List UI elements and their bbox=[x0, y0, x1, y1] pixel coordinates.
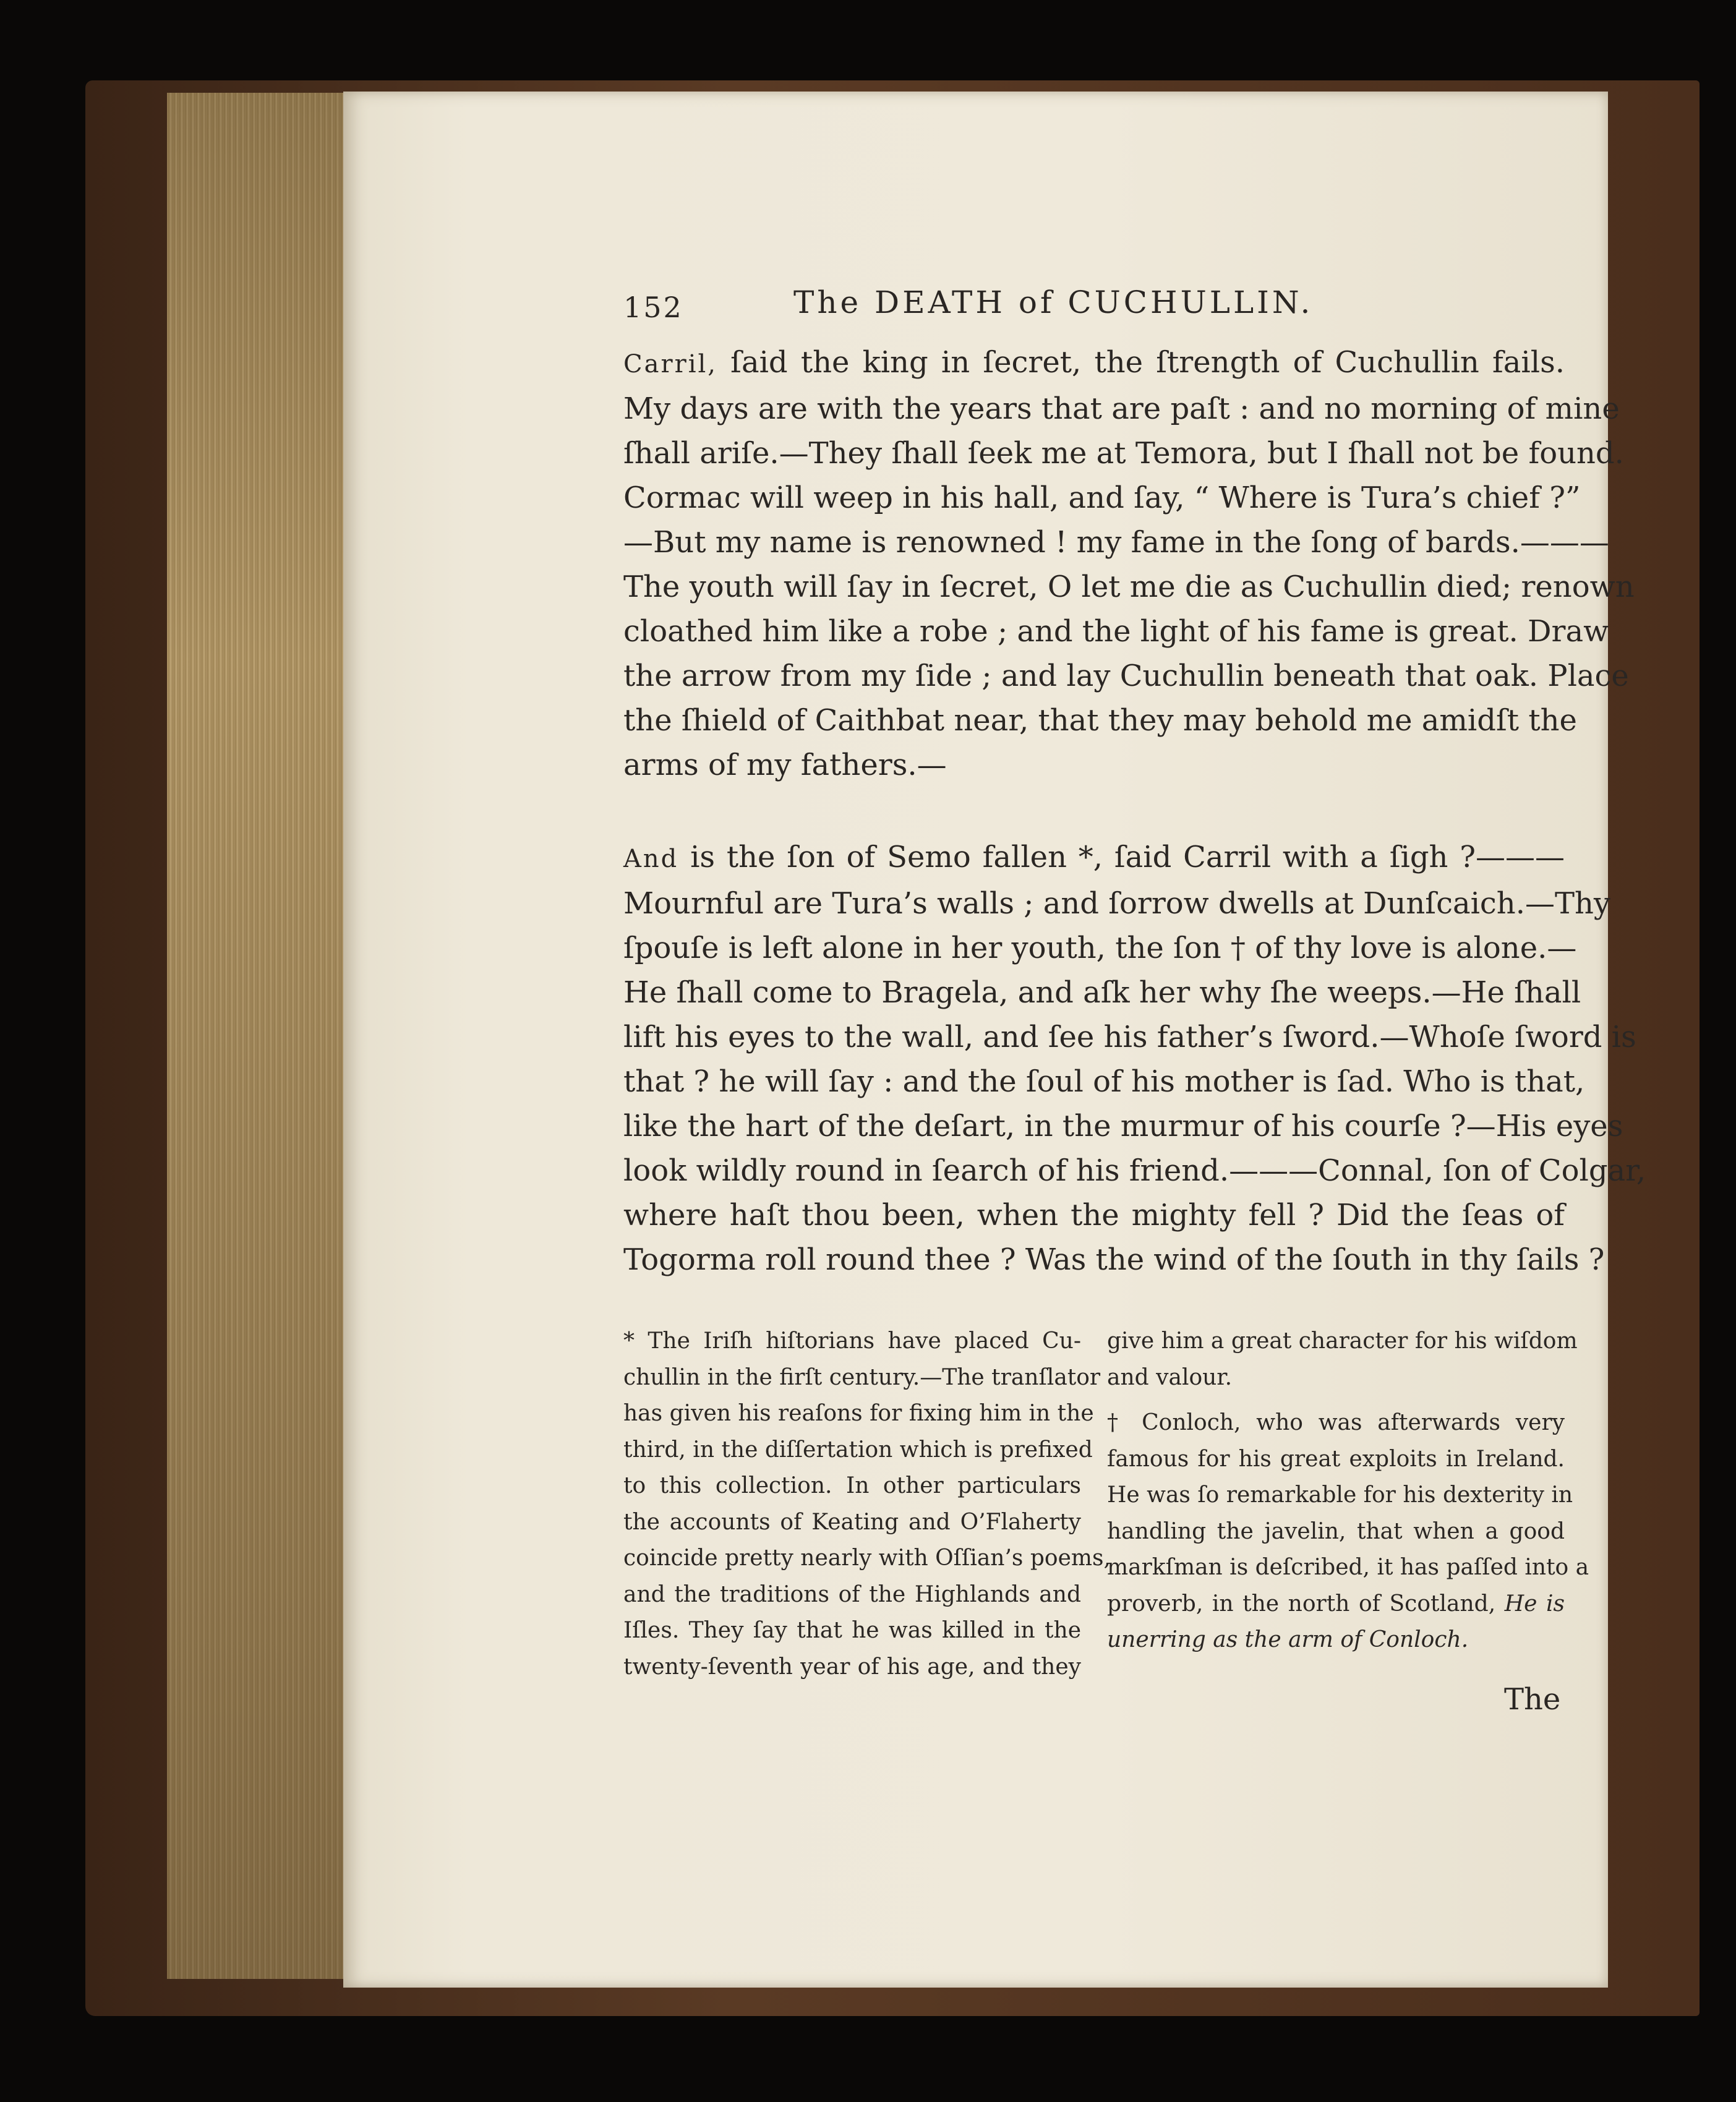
text-line: Cormac will weep in his hall, and ſay, “ Where is Tura’s chief ?” bbox=[623, 481, 1581, 515]
footnote-line: proverb, in the north of Scotland, He is bbox=[1107, 1591, 1565, 1617]
text-line: cloathed him like a robe ; and the light of his fame is great. Draw bbox=[623, 614, 1609, 649]
footnote-gap bbox=[1107, 1396, 1565, 1405]
footnote-line: coincide pretty nearly with Oſſian’s poems, bbox=[623, 1545, 1111, 1571]
page-number: 152 bbox=[623, 291, 683, 324]
footnote-right-column bbox=[1107, 1323, 1589, 1659]
footnote-line: give him a great character for his wiſdom bbox=[1107, 1328, 1578, 1354]
footnote-line: Iſles. They ſay that he was killed in the bbox=[623, 1618, 1081, 1643]
footnote-line: * The Iriſh hiſtorians have placed Cu- bbox=[623, 1328, 1081, 1354]
text-line: Togorma roll round thee ? Was the wind of the ſouth in thy ſails ? bbox=[623, 1242, 1605, 1277]
footnote-line: has given his reaſons for fixing him in the bbox=[623, 1401, 1094, 1426]
text-line: Carril, ſaid the king in ſecret, the ſtrength of Cuchullin fails. bbox=[623, 345, 1565, 380]
footnote-line: and the traditions of the Highlands and bbox=[623, 1581, 1081, 1607]
footnote-italic: He is bbox=[1504, 1591, 1565, 1617]
paragraph-1 bbox=[623, 340, 1635, 787]
footnote-line: the accounts of Keating and O’Flaherty bbox=[623, 1509, 1081, 1535]
text-line: that ? he will ſay : and the ſoul of his mother is ſad. Who is that, bbox=[623, 1064, 1585, 1099]
text-line: where haſt thou been, when the mighty fell ? Did the ſeas of bbox=[623, 1198, 1565, 1233]
footnote-left-column bbox=[623, 1323, 1111, 1685]
text-line: the ſhield of Caithbat near, that they may behold me amidſt the bbox=[623, 703, 1577, 738]
text-line: —But my name is renowned ! my fame in the ſong of bards.——— bbox=[623, 525, 1609, 560]
text-line: look wildly round in ſearch of his friend.———Connal, ſon of Colgar, bbox=[623, 1153, 1646, 1188]
text-line: My days are with the years that are paſt : and no morning of mine bbox=[623, 391, 1620, 426]
catchword: The bbox=[1504, 1682, 1561, 1717]
text-line: ſhall ariſe.—They ſhall ſeek me at Temora, but I ſhall not be found. bbox=[623, 436, 1624, 471]
footnotes bbox=[623, 1323, 1589, 1694]
text-line: lift his eyes to the wall, and ſee his father’s ſword.—Whoſe ſword is bbox=[623, 1020, 1636, 1054]
text-line: the arrow from my ſide ; and lay Cuchullin beneath that oak. Place bbox=[623, 659, 1629, 693]
footnote-line: He was ſo remarkable for his dexterity in bbox=[1107, 1482, 1573, 1508]
footnote-line: twenty-ſeventh year of his age, and they bbox=[623, 1654, 1081, 1680]
footnote-line: handling the javelin, that when a good bbox=[1107, 1518, 1565, 1544]
footnote-line: and valour. bbox=[1107, 1364, 1233, 1390]
paragraph-lead: And bbox=[623, 845, 679, 873]
text-line: arms of my fathers.— bbox=[623, 748, 947, 782]
text-line: Mournful are Tura’s walls ; and ſorrow dwells at Dunſcaich.—Thy bbox=[623, 886, 1611, 921]
paragraph-lead: Carril, bbox=[623, 350, 717, 378]
running-title: The DEATH of CUCHULLIN. bbox=[793, 284, 1314, 320]
footnote-line: † Conloch, who was afterwards very bbox=[1107, 1410, 1565, 1435]
text-line: like the hart of the deſart, in the murmur of his courſe ?—His eyes bbox=[623, 1109, 1623, 1143]
footnote-line: famous for his great exploits in Ireland. bbox=[1107, 1446, 1565, 1472]
paragraph-2 bbox=[623, 835, 1646, 1282]
text-line: And is the ſon of Semo fallen *, ſaid Carril with a ſigh ?——— bbox=[623, 840, 1565, 874]
footnote-italic: unerring as the arm of Conloch. bbox=[1107, 1627, 1469, 1652]
text-line: ſpouſe is left alone in her youth, the ſon † of thy love is alone.— bbox=[623, 931, 1577, 965]
page-edge-fore bbox=[167, 93, 346, 1979]
footnote-line: to this collection. In other particulars bbox=[623, 1473, 1081, 1498]
footnote-line bbox=[1107, 1622, 1565, 1659]
footnote-line: markſman is deſcribed, it has paſſed into a bbox=[1107, 1555, 1589, 1580]
running-head bbox=[623, 284, 1565, 334]
footnote-line: third, in the diſſertation which is prefixed bbox=[623, 1437, 1093, 1463]
footnote-line: chullin in the firſt century.—The tranſlator bbox=[623, 1364, 1101, 1390]
text-line: The youth will ſay in ſecret, O let me die as Cuchullin died; renown bbox=[623, 570, 1635, 604]
text-line: He ſhall come to Bragela, and aſk her why ſhe weeps.—He ſhall bbox=[623, 975, 1581, 1010]
